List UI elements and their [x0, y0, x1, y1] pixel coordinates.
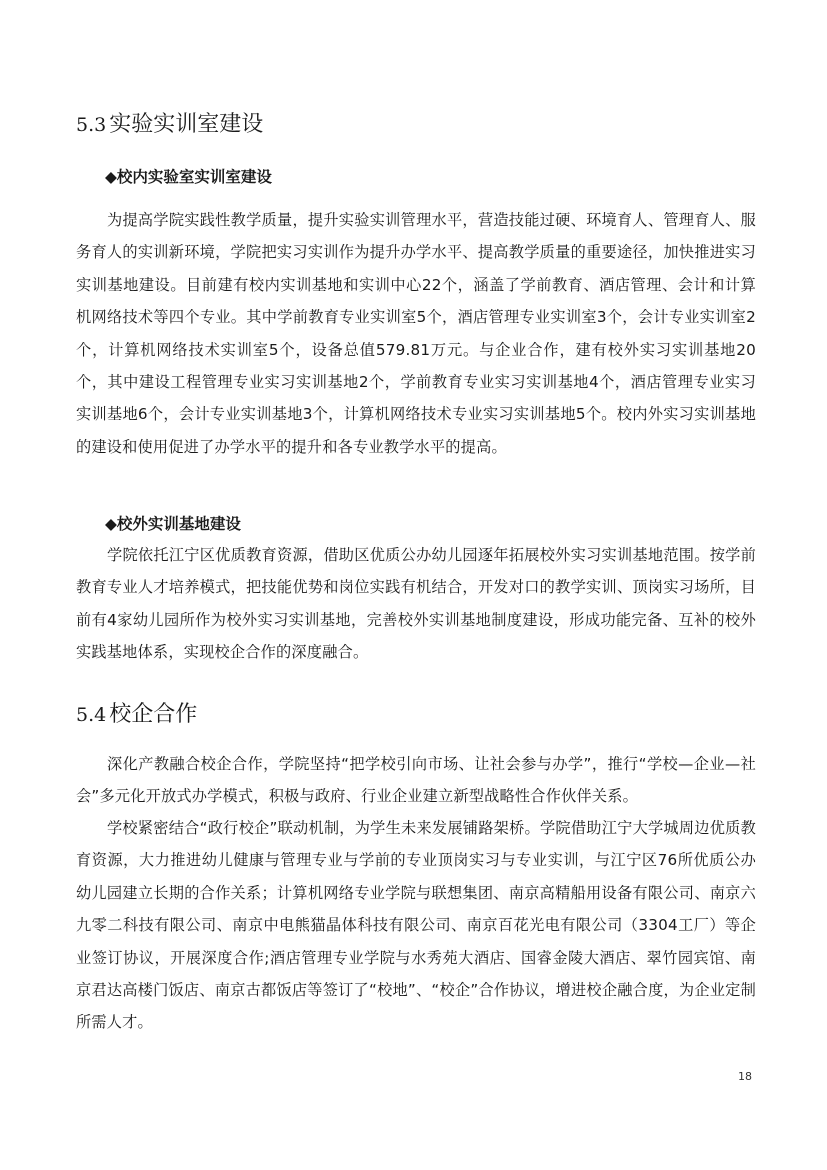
- section-title: 实验实训室建设: [109, 112, 264, 137]
- section-number: 5.4: [76, 704, 107, 726]
- paragraph-industry-education: 深化产教融合校企合作，学院坚持“把学校引向市场、让社会参与办学”，推行“学校—企业—社会”多元化开放式办学模式，积极与政府、行业企业建立新型战略性合作伙伴关系。: [76, 755, 756, 806]
- paragraph-partnerships: 学校紧密结合“政行校企”联动机制，为学生未来发展铺路架桥。学院借助江宁大学城周边优质教育资源，大力推进幼儿健康与管理专业与学前的专业顶岗实习与专业实训，与江宁区76所优质公办幼儿园建立长期的合作关系；计算机网络专业学院与联想集团、南京高精船用设备有限公司、南京六九零二科技有限公司、南京中电熊猫晶体科技有限公司、南京百花光电有限公司（3304工厂）等企业签订协议，开展深度合作;酒店管理专业学院与水秀苑大酒店、国睿金陵大酒店、翠竹园宾馆、南京君达高楼门饭店、南京古都饭店等签订了“校地”、“校企”合作协议，增进校企融合度，为企业定制所需人才。: [76, 819, 756, 1032]
- section-number: 5.3: [76, 114, 107, 136]
- subsection-heading-external-bases: ◆校外实训基地建设: [105, 515, 241, 533]
- section-heading-5-4: [76, 700, 197, 730]
- subsection-heading-internal-labs: ◆校内实验室实训室建设: [105, 168, 272, 186]
- paragraph-external-bases: 学院依托江宁区优质教育资源，借助区优质公办幼儿园逐年拓展校外实习实训基地范围。按学前教育专业人才培养模式，把技能优势和岗位实践有机结合，开发对口的教学实训、顶岗实习场所，目前有4家幼儿园所作为校外实习实训基地，完善校外实训基地制度建设，形成功能完备、互补的校外实践基地体系，实现校企合作的深度融合。: [76, 546, 756, 662]
- page-number: 18: [738, 1070, 752, 1083]
- section-title: 校企合作: [109, 702, 198, 727]
- section-heading-5-3: [76, 110, 263, 140]
- paragraph-internal-labs: 为提高学院实践性教学质量，提升实验实训管理水平，营造技能过硬、环境育人、管理育人、服务育人的实训新环境，学院把实习实训作为提升办学水平、提高教学质量的重要途径，加快推进实习实训基地建设。目前建有校内实训基地和实训中心22个，涵盖了学前教育、酒店管理、会计和计算机网络技术等四个专业。其中学前教育专业实训室5个，酒店管理专业实训室3个，会计专业实训室2个，计算机网络技术实训室5个，设备总值579.81万元。与企业合作，建有校外实习实训基地20个，其中建设工程管理专业实习实训基地2个，学前教育专业实习实训基地4个，酒店管理专业实习实训基地6个，会计专业实训基地3个，计算机网络技术专业实习实训基地5个。校内外实习实训基地的建设和使用促进了办学水平的提升和各专业教学水平的提高。: [76, 211, 756, 456]
